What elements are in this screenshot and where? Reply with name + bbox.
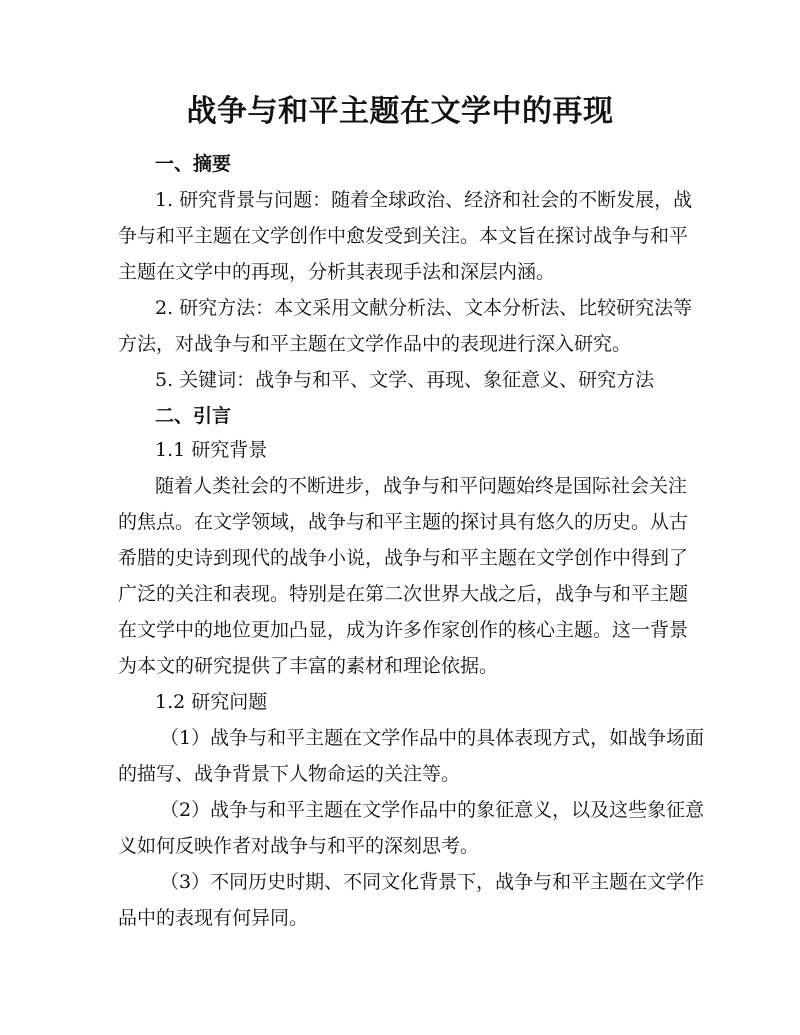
abstract-line: 争与和平主题在文学创作中愈发受到关注。本文旨在探讨战争与和平 [118, 225, 689, 247]
abstract-line: 主题在文学中的再现，分析其表现手法和深层内涵。 [118, 261, 556, 283]
background-line: 为本文的研究提供了丰富的素材和理论依据。 [118, 655, 499, 677]
subsection-heading-background: 1.1 研究背景 [155, 439, 268, 461]
section-heading-introduction: 二、引言 [155, 405, 232, 427]
abstract-line: 1. 研究背景与问题：随着全球政治、经济和社会的不断发展，战 [155, 189, 693, 211]
document-title: 战争与和平主题在文学中的再现 [186, 94, 614, 129]
background-line: 随着人类社会的不断进步，战争与和平问题始终是国际社会关注 [155, 475, 688, 497]
abstract-line: 方法，对战争与和平主题在文学作品中的表现进行深入研究。 [118, 333, 632, 355]
background-line: 希腊的史诗到现代的战争小说，战争与和平主题在文学创作中得到了 [118, 547, 689, 569]
abstract-line: 2. 研究方法：本文采用文献分析法、文本分析法、比较研究法等 [155, 297, 693, 319]
question-line: （2）战争与和平主题在文学作品中的象征意义，以及这些象征意 [160, 799, 705, 821]
keywords-line: 5. 关键词：战争与和平、文学、再现、象征意义、研究方法 [155, 369, 655, 391]
subsection-heading-questions: 1.2 研究问题 [155, 691, 268, 713]
question-line: 义如何反映作者对战争与和平的深刻思考。 [118, 835, 480, 857]
section-heading-abstract: 一、摘要 [155, 153, 232, 175]
question-line: （3）不同历史时期、不同文化背景下，战争与和平主题在文学作 [160, 871, 705, 893]
background-line: 在文学中的地位更加凸显，成为许多作家创作的核心主题。这一背景 [118, 619, 689, 641]
question-line: 的描写、战争背景下人物命运的关注等。 [118, 763, 461, 785]
background-line: 广泛的关注和表现。特别是在第二次世界大战之后，战争与和平主题 [118, 583, 689, 605]
question-line: 品中的表现有何异同。 [118, 907, 309, 929]
question-line: （1）战争与和平主题在文学作品中的具体表现方式，如战争场面 [160, 727, 705, 749]
background-line: 的焦点。在文学领域，战争与和平主题的探讨具有悠久的历史。从古 [118, 511, 689, 533]
